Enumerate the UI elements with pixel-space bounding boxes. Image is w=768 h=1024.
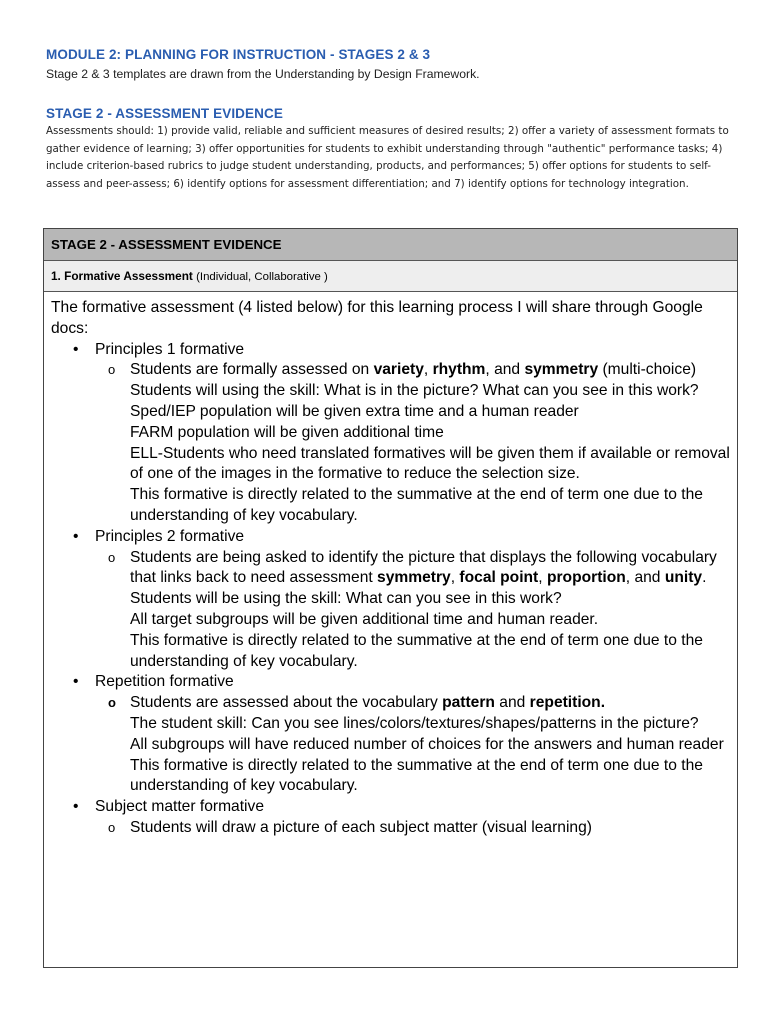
module-title: MODULE 2: PLANNING FOR INSTRUCTION - STAGES 2 & 3 xyxy=(46,47,431,62)
bullet-icon: • xyxy=(73,798,79,816)
subheader-note: (Individual, Collaborative ) xyxy=(196,271,328,283)
sub-list-item xyxy=(51,360,731,381)
keyword: proportion xyxy=(546,569,626,587)
sub-list-item xyxy=(51,818,731,839)
detail-line: The student skill: Can you see lines/colors/textures/shapes/patterns in the picture? xyxy=(130,714,699,732)
circle-bullet-icon: o xyxy=(108,362,116,378)
list-item xyxy=(51,340,731,361)
lead-text: The formative assessment (4 listed below) for this learning process I will share through Google docs: xyxy=(51,299,703,337)
list-item xyxy=(51,527,731,548)
stage-title: STAGE 2 - ASSESSMENT EVIDENCE xyxy=(46,106,283,121)
text-run: , and xyxy=(625,569,661,587)
detail-line: This formative is directly related to the summative at the end of term one due to the understanding of key vocabulary. xyxy=(130,756,703,795)
text-run: . xyxy=(702,569,707,587)
bullet-title: Principles 1 formative xyxy=(95,340,245,358)
circle-bullet-icon: o xyxy=(108,549,116,565)
bullet-title: Subject matter formative xyxy=(95,798,264,816)
keyword: variety xyxy=(373,361,424,379)
text-run: , xyxy=(423,361,429,379)
list-item xyxy=(51,797,731,818)
stage-intro: Assessments should: 1) provide valid, reliable and sufficient measures of desired results; 2) offer a variety of assessment formats to gather evidence of learning; 3) offer opportunities for students to exhibit understanding through "authentic" performance tasks; 4) include criterion-based rubrics to judge student understanding, products, and performances; 5) offer options for students to self-assess and peer-assess; 6) identify options for assessment differentiation; and 7) identify options for technology integration. xyxy=(46,125,729,190)
table-subheader xyxy=(44,261,737,292)
assessment-table xyxy=(43,228,738,968)
text-run: (multi-choice) xyxy=(602,361,697,379)
sub-list-item xyxy=(51,548,731,590)
keyword: symmetry xyxy=(524,361,599,379)
keyword: pattern xyxy=(442,694,495,712)
circle-bullet-icon: o xyxy=(108,695,116,711)
sub-list-item xyxy=(51,693,731,714)
table-body xyxy=(44,292,737,839)
keyword: rhythm xyxy=(432,361,486,379)
text-run: Students are formally assessed on xyxy=(130,361,370,379)
module-subtitle: Stage 2 & 3 templates are drawn from the Understanding by Design Framework. xyxy=(46,67,480,81)
keyword: focal point xyxy=(459,569,539,587)
detail-line: This formative is directly related to the summative at the end of term one due to the understanding of key vocabulary. xyxy=(130,486,703,524)
keyword: repetition. xyxy=(529,694,606,712)
text-run: Students are assessed about the vocabulary xyxy=(130,694,438,712)
text-run: , and xyxy=(485,361,521,379)
list-item xyxy=(51,672,731,693)
detail-line: ELL-Students who need translated formatives will be given them if available or removal of one of the images in the formative to reduce the selection size. xyxy=(130,444,730,483)
text-run: , xyxy=(538,569,543,587)
keyword: unity xyxy=(664,569,703,587)
subheader-label: 1. Formative Assessment xyxy=(51,269,193,283)
detail-line: Sped/IEP population will be given extra time and a human reader xyxy=(130,402,579,420)
text-run: Students will draw a picture of each subject matter (visual learning) xyxy=(130,818,592,836)
text-run: and xyxy=(499,694,526,712)
text-run: Students are being asked to identify the picture that displays the following vocabulary that links back to need assessment xyxy=(130,548,717,587)
bullet-title: Principles 2 formative xyxy=(95,527,245,545)
bullet-icon: • xyxy=(73,340,79,358)
text-run: , xyxy=(450,569,456,587)
detail-line: All target subgroups will be given additional time and human reader. xyxy=(130,610,599,628)
bullet-title: Repetition formative xyxy=(95,673,234,691)
bullet-icon: • xyxy=(73,673,79,691)
detail-line: FARM population will be given additional time xyxy=(130,423,444,441)
detail-line: This formative is directly related to the summative at the end of term one due to the understanding of key vocabulary. xyxy=(130,631,703,670)
circle-bullet-icon: o xyxy=(108,819,116,835)
detail-line: Students will be using the skill: What can you see in this work? xyxy=(130,590,562,608)
detail-line: Students will using the skill: What is in the picture? What can you see in this work? xyxy=(130,382,699,400)
detail-line: All subgroups will have reduced number of choices for the answers and human reader xyxy=(130,735,724,753)
bullet-icon: • xyxy=(73,527,79,545)
keyword: symmetry xyxy=(377,569,451,587)
table-header: STAGE 2 - ASSESSMENT EVIDENCE xyxy=(44,229,737,261)
